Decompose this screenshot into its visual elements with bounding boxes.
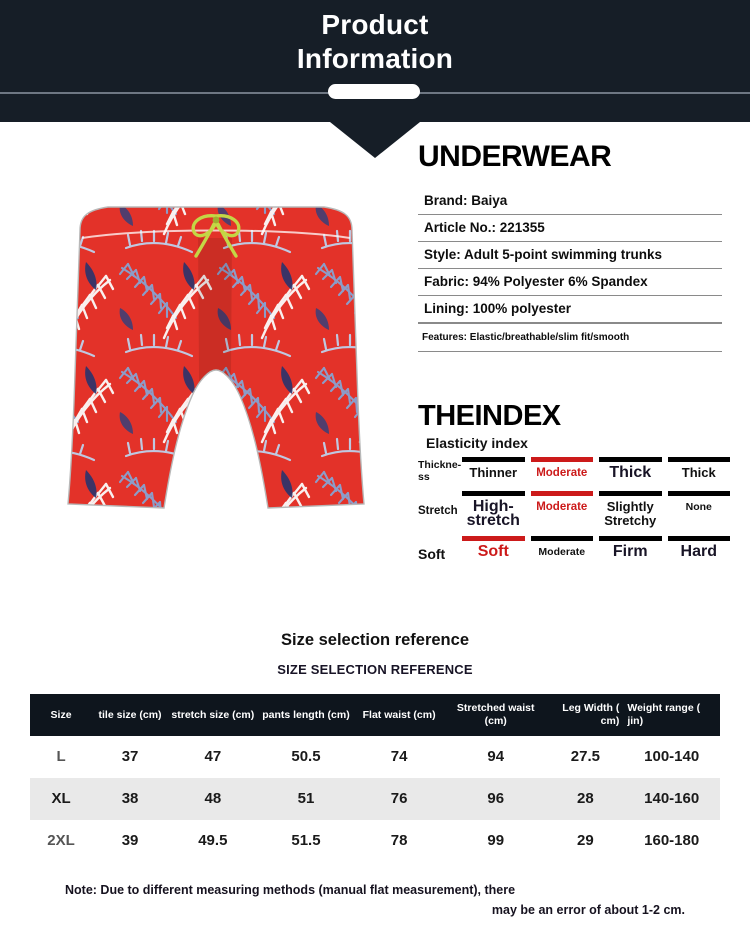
spec-row-brand: Brand: Baiya <box>418 188 722 215</box>
index-row-stretch <box>418 491 730 528</box>
index-cell-thick-2[interactable] <box>668 457 731 480</box>
cell-stretched-waist: 94 <box>487 748 505 765</box>
col-tile-size: tile size (cm) <box>92 694 168 736</box>
size-heading: Size selection reference <box>280 631 469 649</box>
cell-stretch-size: 48 <box>168 778 258 820</box>
cell-flat-waist: 74 <box>390 748 408 765</box>
index-cell-thinner[interactable] <box>462 457 525 480</box>
size-table <box>30 694 720 862</box>
index-label-firm: Firm <box>612 543 648 560</box>
cell-leg-width: 27.5 <box>570 748 600 765</box>
cell-tile-size: 37 <box>121 748 139 765</box>
size-note <box>65 880 685 920</box>
index-cell-none[interactable] <box>668 491 731 528</box>
index-bar-high-stretch <box>462 491 525 496</box>
index-cell-soft[interactable] <box>462 536 525 559</box>
product-content <box>0 122 750 630</box>
cell-pants-length: 51.5 <box>291 832 321 849</box>
index-bar-soft <box>462 536 525 541</box>
cell-stretch-size: 47 <box>204 748 222 765</box>
cell-flat-waist: 78 <box>390 832 408 849</box>
index-label-high-stretch: High-stretch <box>466 498 520 529</box>
col-pants-length: pants length (cm) <box>258 694 355 736</box>
index-cell-soft-moderate[interactable] <box>531 536 594 559</box>
index-title: THEINDEX <box>418 400 561 432</box>
cell-weight-range: 100-140 <box>644 748 700 765</box>
cell-leg-width: 28 <box>547 778 623 820</box>
index-bar-thick-2 <box>668 457 731 462</box>
index-label-thinner: Thinner <box>469 465 518 480</box>
cell-leg-width: 29 <box>577 832 594 849</box>
product-title: UNDERWEAR <box>418 140 612 173</box>
size-subheading: SIZE SELECTION REFERENCE <box>277 662 473 677</box>
product-spec-list <box>418 140 722 352</box>
index-cell-hard[interactable] <box>668 536 731 559</box>
index-row-label-stretch: Stretch <box>418 505 458 517</box>
cell-size: 2XL <box>47 832 75 849</box>
index-row-soft <box>418 536 730 560</box>
cell-size: XL <box>30 778 92 820</box>
index-bar-stretch-moderate <box>531 491 594 496</box>
index-label-soft: Soft <box>477 543 509 560</box>
index-cells-stretch <box>462 491 730 528</box>
col-stretch-size: stretch size (cm) <box>168 694 258 736</box>
index-bar-none <box>668 491 731 496</box>
index-row-label-thickness: Thickne- ss <box>418 459 462 483</box>
cell-tile-size: 38 <box>92 778 168 820</box>
header-pill-marker <box>328 84 420 99</box>
index-bar-thick <box>599 457 662 462</box>
cell-stretched-waist: 96 <box>444 778 548 820</box>
index-cells-soft <box>462 536 730 559</box>
cell-stretch-size: 49.5 <box>198 832 228 849</box>
page-header <box>0 0 750 122</box>
col-flat-waist: Flat waist (cm) <box>354 694 444 736</box>
index-bar-thinner <box>462 457 525 462</box>
index-cell-high-stretch[interactable] <box>462 491 525 528</box>
index-cell-slightly-stretchy[interactable] <box>599 491 662 528</box>
index-cell-firm[interactable] <box>599 536 662 559</box>
index-label-none: None <box>685 501 712 513</box>
table-row <box>30 820 720 862</box>
page-title <box>0 8 750 76</box>
cell-weight-range: 160-180 <box>644 832 700 849</box>
spec-row-fabric: Fabric: 94% Polyester 6% Spandex <box>418 269 722 296</box>
cell-flat-waist: 76 <box>354 778 444 820</box>
spec-row-features: Features: Elastic/breathable/slim fit/smooth <box>418 323 722 352</box>
index-row-thickness <box>418 457 730 483</box>
spec-row-lining: Lining: 100% polyester <box>418 296 722 323</box>
index-cell-stretch-moderate[interactable] <box>531 491 594 528</box>
cell-weight-range: 140-160 <box>623 778 720 820</box>
col-stretched-waist: Stretched waist (cm) <box>444 694 548 736</box>
size-note-line2: may be an error of about 1-2 cm. <box>491 903 685 917</box>
index-label-moderate: Moderate <box>536 467 588 479</box>
cell-size: L <box>56 748 66 765</box>
cell-pants-length: 50.5 <box>291 748 321 765</box>
index-label-stretch-moderate: Moderate <box>536 501 588 513</box>
page-title-line1: Product <box>321 9 429 40</box>
index-label-thick-2: Thick <box>681 465 716 480</box>
col-weight-range: Weight range ( jin) <box>623 694 720 736</box>
index-cells-thickness <box>462 457 730 480</box>
index-row-label-soft: Soft <box>418 546 446 562</box>
page-title-line2: Information <box>296 43 454 74</box>
index-label-hard: Hard <box>680 543 717 560</box>
index-bar-moderate <box>531 457 594 462</box>
index-bar-hard <box>668 536 731 541</box>
spec-row-style: Style: Adult 5-point swimming trunks <box>418 242 722 269</box>
col-size: Size <box>30 694 92 736</box>
index-bar-firm <box>599 536 662 541</box>
cell-stretched-waist: 99 <box>487 832 505 849</box>
index-section <box>418 400 730 568</box>
size-reference-section <box>0 630 750 920</box>
index-label-soft-moderate: Moderate <box>538 546 586 558</box>
index-bar-slightly-stretchy <box>599 491 662 496</box>
index-cell-moderate[interactable] <box>531 457 594 480</box>
spec-row-article-no: Article No.: 221355 <box>418 215 722 242</box>
col-leg-width: Leg Width ( cm) <box>547 694 623 736</box>
cell-pants-length: 51 <box>258 778 355 820</box>
index-bar-soft-moderate <box>531 536 594 541</box>
index-label-thick: Thick <box>609 464 652 481</box>
product-photo <box>18 152 414 572</box>
index-cell-thick[interactable] <box>599 457 662 480</box>
index-label-slightly-stretchy: Slightly Stretchy <box>604 499 657 528</box>
size-note-line1: Note: Due to different measuring methods (manual flat measurement), there <box>65 883 516 897</box>
size-table-header-row <box>30 694 720 736</box>
table-row <box>30 778 720 820</box>
index-subtitle: Elasticity index <box>426 435 528 451</box>
table-row <box>30 736 720 778</box>
cell-tile-size: 39 <box>121 832 139 849</box>
